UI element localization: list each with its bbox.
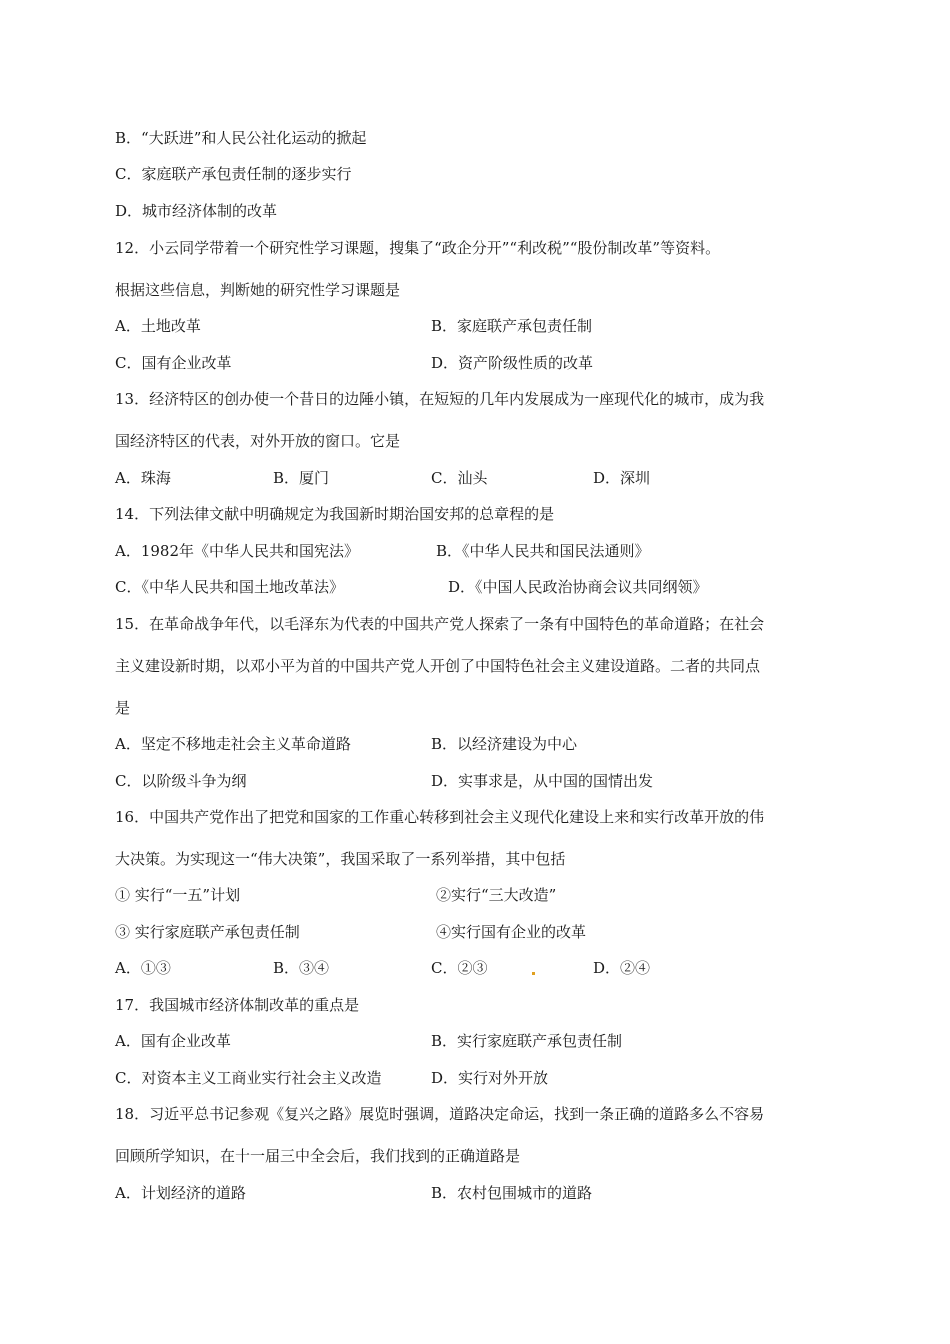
q12-option-b: B．家庭联产承包责任制 xyxy=(431,317,593,335)
q16-option-d: D．②④ xyxy=(593,959,651,977)
q13-option-c: C．汕头 xyxy=(431,469,488,487)
q13-option-a: A．珠海 xyxy=(115,469,171,487)
q14-option-d: D．《中国人民政治协商会议共同纲领》 xyxy=(448,578,708,596)
q18-stem-line1: 18．习近平总书记参观《复兴之路》展览时强调，道路决定命运，找到一条正确的道路多么不容易 xyxy=(115,1105,765,1123)
q17-option-c: C．对资本主义工商业实行社会主义改造 xyxy=(115,1069,382,1087)
q13-option-d: D．深圳 xyxy=(593,469,651,487)
q12-stem-line2: 根据这些信息，判断她的研究性学习课题是 xyxy=(115,281,401,299)
q16-statement-3: ③ 实行家庭联产承包责任制 xyxy=(115,923,300,941)
q15-option-c: C．以阶级斗争为纲 xyxy=(115,772,247,790)
q17-stem: 17．我国城市经济体制改革的重点是 xyxy=(115,996,360,1014)
q16-stem-line2: 大决策。为实现这一“伟大决策”，我国采取了一系列举措，其中包括 xyxy=(115,850,566,868)
q12-stem-line1: 12．小云同学带着一个研究性学习课题，搜集了“政企分开”“利改税”“股份制改革”等资料。 xyxy=(115,239,721,257)
q18-option-b: B．农村包围城市的道路 xyxy=(431,1184,593,1202)
q18-option-a: A．计划经济的道路 xyxy=(115,1184,246,1202)
q15-option-b: B．以经济建设为中心 xyxy=(431,735,578,753)
stray-dot-mark xyxy=(532,972,535,975)
q14-stem: 14．下列法律文献中明确规定为我国新时期治国安邦的总章程的是 xyxy=(115,505,555,523)
q18-stem-line2: 回顾所学知识，在十一届三中全会后，我们找到的正确道路是 xyxy=(115,1147,521,1165)
q16-option-b: B．③④ xyxy=(273,959,330,977)
q16-stem-line1: 16．中国共产党作出了把党和国家的工作重心转移到社会主义现代化建设上来和实行改革开放的伟 xyxy=(115,808,765,826)
q13-option-b: B．厦门 xyxy=(273,469,330,487)
q15-option-a: A．坚定不移地走社会主义革命道路 xyxy=(115,735,351,753)
q11-option-c: C．家庭联产承包责任制的逐步实行 xyxy=(115,165,352,183)
q11-option-d: D．城市经济体制的改革 xyxy=(115,202,278,220)
q16-option-c: C．②③ xyxy=(431,959,488,977)
q14-option-c: C．《中华人民共和国土地改革法》 xyxy=(115,578,344,596)
q17-option-a: A．国有企业改革 xyxy=(115,1032,231,1050)
q12-option-a: A．土地改革 xyxy=(115,317,201,335)
q16-statement-2: ②实行“三大改造” xyxy=(436,886,557,904)
q17-option-d: D．实行对外开放 xyxy=(431,1069,549,1087)
q15-stem-line2: 主义建设新时期，以邓小平为首的中国共产党人开创了中国特色社会主义建设道路。二者的共同点 xyxy=(115,657,761,675)
q16-statement-4: ④实行国有企业的改革 xyxy=(436,923,587,941)
q12-option-c: C．国有企业改革 xyxy=(115,354,232,372)
q13-stem-line1: 13．经济特区的创办使一个昔日的边陲小镇，在短短的几年内发展成为一座现代化的城市，成为我 xyxy=(115,390,765,408)
q14-option-b: B．《中华人民共和国民法通则》 xyxy=(436,542,650,560)
q15-stem-line1: 15．在革命战争年代，以毛泽东为代表的中国共产党人探索了一条有中国特色的革命道路；在社会 xyxy=(115,615,765,633)
q12-option-d: D．资产阶级性质的改革 xyxy=(431,354,594,372)
q16-option-a: A．①③ xyxy=(115,959,171,977)
q14-option-a: A．1982年《中华人民共和国宪法》 xyxy=(115,542,360,560)
q16-statement-1: ① 实行“一五”计划 xyxy=(115,886,241,904)
q17-option-b: B．实行家庭联产承包责任制 xyxy=(431,1032,623,1050)
q13-stem-line2: 国经济特区的代表，对外开放的窗口。它是 xyxy=(115,432,401,450)
q15-option-d: D．实事求是，从中国的国情出发 xyxy=(431,772,654,790)
q11-option-b: B．“大跃进”和人民公社化运动的掀起 xyxy=(115,129,367,147)
q15-stem-line3: 是 xyxy=(115,699,131,717)
